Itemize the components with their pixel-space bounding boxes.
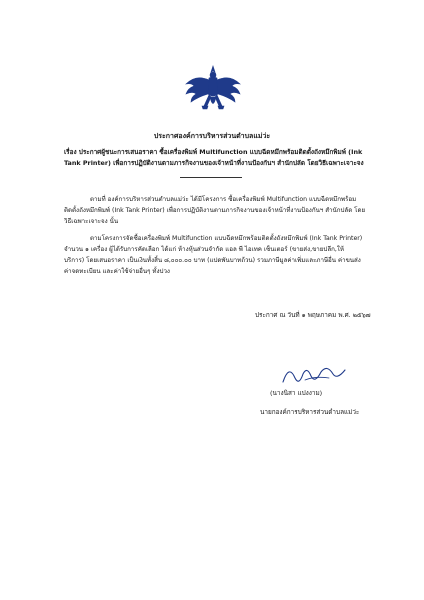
subject-line-2: Tank Printer) เพื่อการปฏิบัติงานตามภารกิจงานของเจ้าหน้าที่งานป้องกันฯ สำนักปลัด โดยวิธีเฉพาะเจาะจง <box>64 159 364 167</box>
announcement-header: ประกาศองค์การบริหารส่วนตำบลแม่ว่ะ <box>153 132 271 140</box>
paragraph-1-line-1: ตามที่ องค์การบริหารส่วนตำบลแม่ว่ะ ได้มีโครงการ ซื้อเครื่องพิมพ์ Multifunction แบบฉีดหมึกพร้อม <box>90 196 357 203</box>
handwritten-signature <box>275 360 355 390</box>
announcement-date: ประกาศ ณ วันที่ ๑ พฤษภาคม พ.ศ. ๒๕๖๗ <box>255 311 371 319</box>
divider-line <box>180 177 242 178</box>
subject-heading <box>64 147 374 169</box>
signer-name: (นางนิสา แปงงาม) <box>270 389 323 397</box>
paragraph-1 <box>64 194 378 227</box>
paragraph-1-line-2: ติดตั้งถังหมึกพิมพ์ (Ink Tank Printer) เพื่อการปฏิบัติงานตามภารกิจงานของเจ้าหน้าที่งานป้องกันฯ สำนักปลัด โดย <box>64 207 366 214</box>
paragraph-2-line-1: ตามโครงการจัดซื้อเครื่องพิมพ์ Multifunction แบบฉีดหมึกพร้อมติดตั้งถังหมึกพิมพ์ (Ink Tank Printer) <box>90 235 363 242</box>
paragraph-1-line-3: วิธีเฉพาะเจาะจง นั้น <box>64 218 119 225</box>
subject-line-1: เรื่อง ประกาศผู้ชนะการเสนอราคา ซื้อเครื่องพิมพ์ Multifunction แบบฉีดหมึกพร้อมติดตั้งถังหมึกพิมพ์ (Ink <box>64 148 363 156</box>
garuda-emblem-icon <box>182 64 244 126</box>
paragraph-2 <box>64 233 378 277</box>
paragraph-2-line-2: จำนวน ๑ เครื่อง ผู้ได้รับการคัดเลือก ได้แก่ ห้างหุ้นส่วนจำกัด แอล พี ไอเทค เซ็นเตอร์ (ขายส่ง,ขายปลีก,ให้ <box>64 246 344 253</box>
signer-position: นายกองค์การบริหารส่วนตำบลแม่ว่ะ <box>260 408 360 416</box>
paragraph-2-line-3: บริการ) โดยเสนอราคา เป็นเงินทั้งสิ้น ๘,๐๐๐.๐๐ บาท (แปดพันบาทถ้วน) รวมภาษีมูลค่าเพิ่มและภาษีอื่น ค่าขนส่ง <box>64 257 361 264</box>
paragraph-2-line-4: ค่าจดทะเบียน และค่าใช้จ่ายอื่นๆ ทั้งปวง <box>64 268 170 275</box>
